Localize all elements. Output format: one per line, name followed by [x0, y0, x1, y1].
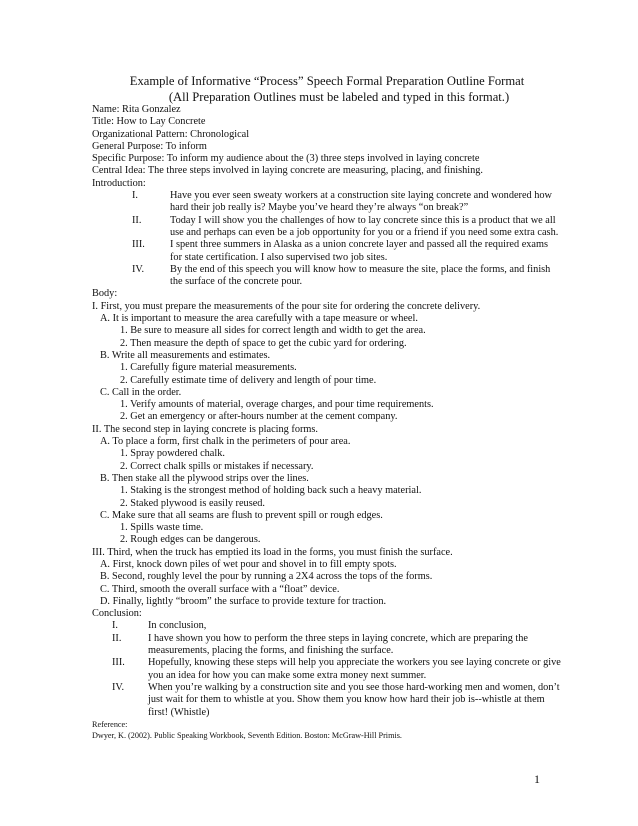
intro-item — [92, 264, 562, 289]
outline-body — [92, 104, 562, 741]
conclusion-text: Hopefully, knowing these steps will help you appreciate the workers you see laying concrete or give you an idea for how you can make some extra money next summer. — [148, 657, 561, 681]
sub-sub-point: 1. Verify amounts of material, overage charges, and pour time requirements. — [120, 399, 434, 411]
organizational-pattern: Organizational Pattern: Chronological — [92, 128, 250, 140]
sub-point: A. To place a form, first chalk in the perimeters of pour area. — [100, 436, 351, 448]
conclusion-text: In conclusion, — [148, 620, 207, 632]
conclusion-number: III. — [112, 657, 125, 669]
conclusion-heading: Conclusion: — [92, 608, 142, 620]
sub-sub-point: 1. Carefully figure material measurements. — [120, 362, 297, 374]
sub-point: C. Third, smooth the overall surface with a “float” device. — [100, 583, 340, 595]
sub-sub-point: 1. Be sure to measure all sides for correct length and width to get the area. — [120, 325, 426, 337]
sub-point: C. Make sure that all seams are flush to prevent spill or rough edges. — [100, 509, 383, 521]
introduction-heading: Introduction: — [92, 177, 146, 189]
sub-sub-point: 2. Then measure the depth of space to get the cubic yard for ordering. — [120, 337, 407, 349]
conclusion-number: IV. — [112, 681, 125, 693]
intro-item — [92, 239, 562, 264]
conclusion-item — [92, 682, 562, 719]
intro-number: II. — [132, 214, 142, 226]
conclusion-text: When you’re walking by a construction site and you see those hard-working men and women, don’t just wait for them to whistle at you. Show them you know how hard their job is--whistle at them first! (Whistle) — [148, 681, 560, 718]
intro-text: By the end of this speech you will know how to measure the site, place the forms, and finish the surface of the concrete pour. — [170, 263, 551, 288]
sub-sub-point: 2. Staked plywood is easily reused. — [120, 497, 265, 509]
specific-purpose: Specific Purpose: To inform my audience about the (3) three steps involved in laying concrete — [92, 153, 480, 165]
intro-item — [92, 215, 562, 240]
main-point: II. The second step in laying concrete is placing forms. — [92, 423, 318, 435]
conclusion-item — [92, 620, 562, 632]
reference-heading: Reference: — [92, 719, 128, 729]
sub-point: D. Finally, lightly “broom” the surface to provide texture for traction. — [100, 595, 387, 607]
intro-text: Have you ever seen sweaty workers at a construction site laying concrete and wondered how hard their job really is? Maybe you’ve heard they’re always “on break?” — [170, 190, 552, 214]
sub-sub-point: 2. Carefully estimate time of delivery and length of pour time. — [120, 374, 377, 386]
conclusion-item — [92, 633, 562, 658]
page-number: 1 — [534, 772, 540, 786]
intro-text: I spent three summers in Alaska as a union concrete layer and passed all the required exams for state certification. I also supervised two job sites. — [170, 239, 548, 263]
sub-sub-point: 1. Spills waste time. — [120, 522, 204, 534]
sub-sub-point: 2. Correct chalk spills or mistakes if necessary. — [120, 460, 314, 472]
intro-text: Today I will show you the challenges of how to lay concrete since this is a product that we all use and perhaps can even be a job opportunity for you or a friend if you need some extra cash. — [170, 214, 559, 238]
sub-point: B. Then stake all the plywood strips over the lines. — [100, 472, 309, 484]
sub-sub-point: 2. Get an emergency or after-hours number at the cement company. — [120, 411, 398, 423]
conclusion-number: II. — [112, 632, 122, 644]
main-point: III. Third, when the truck has emptied its load in the forms, you must finish the surface. — [92, 546, 453, 558]
sub-point: B. Write all measurements and estimates. — [100, 349, 271, 361]
intro-number: I. — [132, 190, 139, 202]
sub-point: A. It is important to measure the area carefully with a tape measure or wheel. — [100, 313, 418, 325]
sub-sub-point: 1. Staking is the strongest method of holding back such a heavy material. — [120, 485, 422, 497]
document-title: Example of Informative “Process” Speech Formal Preparation Outline Format — [129, 74, 525, 88]
document-subtitle: (All Preparation Outlines must be labeled and typed in this format.) — [168, 90, 510, 104]
intro-item — [92, 190, 562, 215]
conclusion-number: I. — [112, 620, 119, 632]
conclusion-item — [92, 657, 562, 682]
sub-sub-point: 1. Spray powdered chalk. — [120, 448, 225, 460]
intro-number: IV. — [132, 263, 145, 275]
sub-point: C. Call in the order. — [100, 386, 182, 398]
main-point: I. First, you must prepare the measurements of the pour site for ordering the concrete delivery. — [92, 300, 481, 312]
reference-citation: Dwyer, K. (2002). Public Speaking Workbook, Seventh Edition. Boston: McGraw-Hill Primis. — [92, 730, 402, 740]
sub-sub-point: 2. Rough edges can be dangerous. — [120, 534, 261, 546]
conclusion-text: I have shown you how to perform the three steps in laying concrete, which are preparing the measurements, placing the forms, and finishing the surface. — [148, 632, 528, 657]
intro-number: III. — [132, 239, 145, 251]
sub-point: B. Second, roughly level the pour by running a 2X4 across the tops of the forms. — [100, 571, 433, 583]
speech-title: Title: How to Lay Concrete — [92, 116, 206, 128]
sub-point: A. First, knock down piles of wet pour and shovel in to fill empty spots. — [100, 558, 397, 570]
body-heading: Body: — [92, 288, 118, 300]
central-idea: Central Idea: The three steps involved in laying concrete are measuring, placing, and finishing. — [92, 165, 483, 177]
general-purpose: General Purpose: To inform — [92, 140, 207, 152]
speaker-name: Name: Rita Gonzalez — [92, 104, 181, 115]
